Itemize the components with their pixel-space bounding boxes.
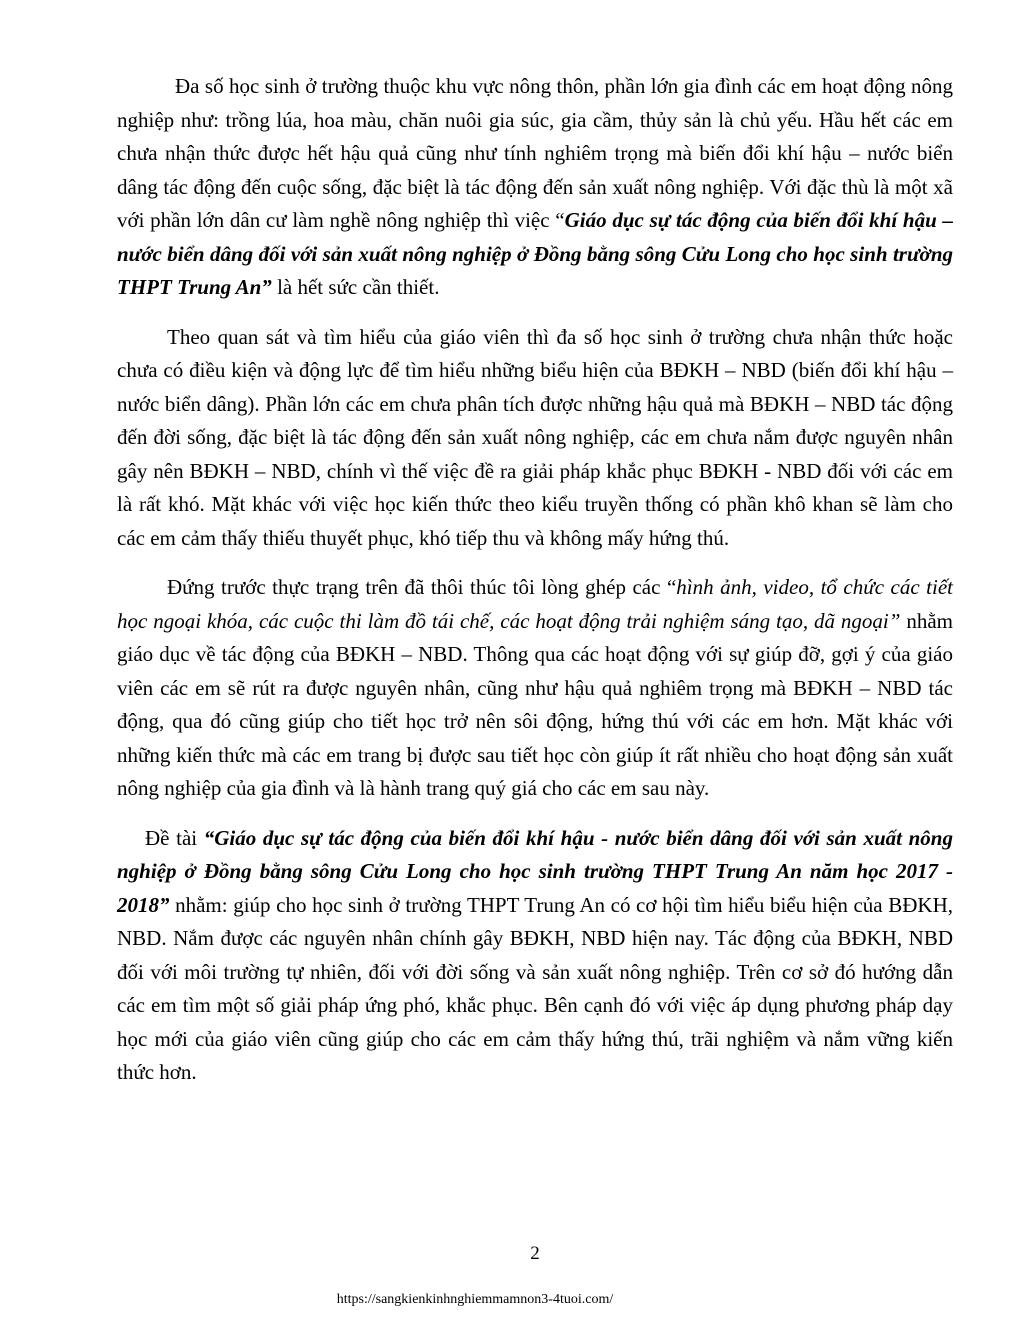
paragraph-teaching-activities xyxy=(117,571,953,806)
paragraph-teacher-observation xyxy=(117,321,953,556)
paragraph-text: Đề tài xyxy=(145,825,204,850)
page-number: 2 xyxy=(530,1243,540,1264)
paragraph-text: Đa số học sinh ở trường thuộc khu vực nông thôn, phần lớn gia đình các em hoạt động nông nghiệp như: trồng lúa, hoa màu, chăn nuôi gia súc, gia cầm, thủy sản là chủ yếu. Hầu hết các em chưa nhận thức được hết hậu quả cũng như tính nghiêm trọng mà biến đổi khí hậu – nước biển dâng tác động đến cuộc sống, đặc biệt là tác động đến sản xuất nông nghiệp. Với đặc thù là một xã với phần lớn dân cư làm nghề nông nghiệp thì việc “ xyxy=(117,74,953,232)
paragraph-text: Đứng trước thực trạng trên đã thôi thúc tôi lòng ghép các “ xyxy=(167,575,677,599)
footer-url: https://sangkienkinhnghiemmamnon3-4tuoi.com/ xyxy=(336,1292,614,1307)
paragraph-text: Theo quan sát và tìm hiểu của giáo viên thì đa số học sinh ở trường chưa nhận thức hoặc chưa có điều kiện và động lực để tìm hiểu những biểu hiện của BĐKH – NBD (biến đổi khí hậu – nước biển dâng). Phần lớn các em chưa phân tích được những hậu quả mà BĐKH – NBD tác động đến đời sống, đặc biệt là tác động đến sản xuất nông nghiệp, các em chưa nắm được nguyên nhân gây nên BĐKH – NBD, chính vì thế việc đề ra giải pháp khắc phục BĐKH - NBD đối với các em là rất khó. Mặt khác với việc học kiến thức theo kiểu truyền thống có phần khô khan sẽ làm cho các em cảm thấy thiếu thuyết phục, khó tiếp thu và không mấy hứng thú. xyxy=(117,324,953,550)
activities-italic: hình ảnh, video, tổ chức các tiết học ngoại khóa, các cuộc thi làm đồ tái chế, các hoạt động trải nghiệm sáng tạo, dã ngoại” xyxy=(117,575,953,633)
paragraph-text: là hết sức cần thiết. xyxy=(271,275,440,299)
paragraph-text: nhằm giáo dục về tác động của BĐKH – NBD. Thông qua các hoạt động với sự giúp đỡ, gợi ý của giáo viên các em sẽ rút ra được nguyên nhân, cũng như hậu quả nghiêm trọng mà BĐKH – NBD tác động, qua đó cũng giúp cho tiết học trở nên sôi động, hứng thú với các em hơn. Mặt khác với những kiến thức mà các em trang bị được sau tiết học còn giúp ít rất nhiều cho hoạt động sản xuất nông nghiệp của gia đình và là hành trang quý giá cho các em sau này. xyxy=(117,608,953,800)
topic-title-bold-italic: Giáo dục sự tác động của biến đổi khí hậu – nước biển dâng đối với sản xuất nông nghiệp ở Đồng bằng sông Cửu Long cho học sinh trường THPT Trung An” xyxy=(117,208,953,299)
topic-title-bold-italic: “Giáo dục sự tác động của biến đổi khí hậu - nước biển dâng đối với sản xuất nông nghiệp ở Đồng bằng sông Cửu Long cho học sinh trường THPT Trung An năm học 2017 - 2018” xyxy=(117,825,953,917)
paragraph-rural-context xyxy=(117,70,953,305)
paragraph-topic-purpose xyxy=(117,822,953,1090)
paragraph-text: nhằm: giúp cho học sinh ở trường THPT Trung An có cơ hội tìm hiểu biểu hiện của BĐKH, NBD. Nắm được các nguyên nhân chính gây BĐKH, NBD hiện nay. Tác động của BĐKH, NBD đối với môi trường tự nhiên, đối với đời sống và sản xuất nông nghiệp. Trên cơ sở đó hướng dẫn các em tìm một số giải pháp ứng phó, khắc phục. Bên cạnh đó với việc áp dụng phương pháp dạy học mới của giáo viên cũng giúp cho các em cảm thấy hứng thú, trãi nghiệm và nắm vững kiến thức hơn. xyxy=(117,892,953,1084)
document-body xyxy=(117,70,953,1090)
